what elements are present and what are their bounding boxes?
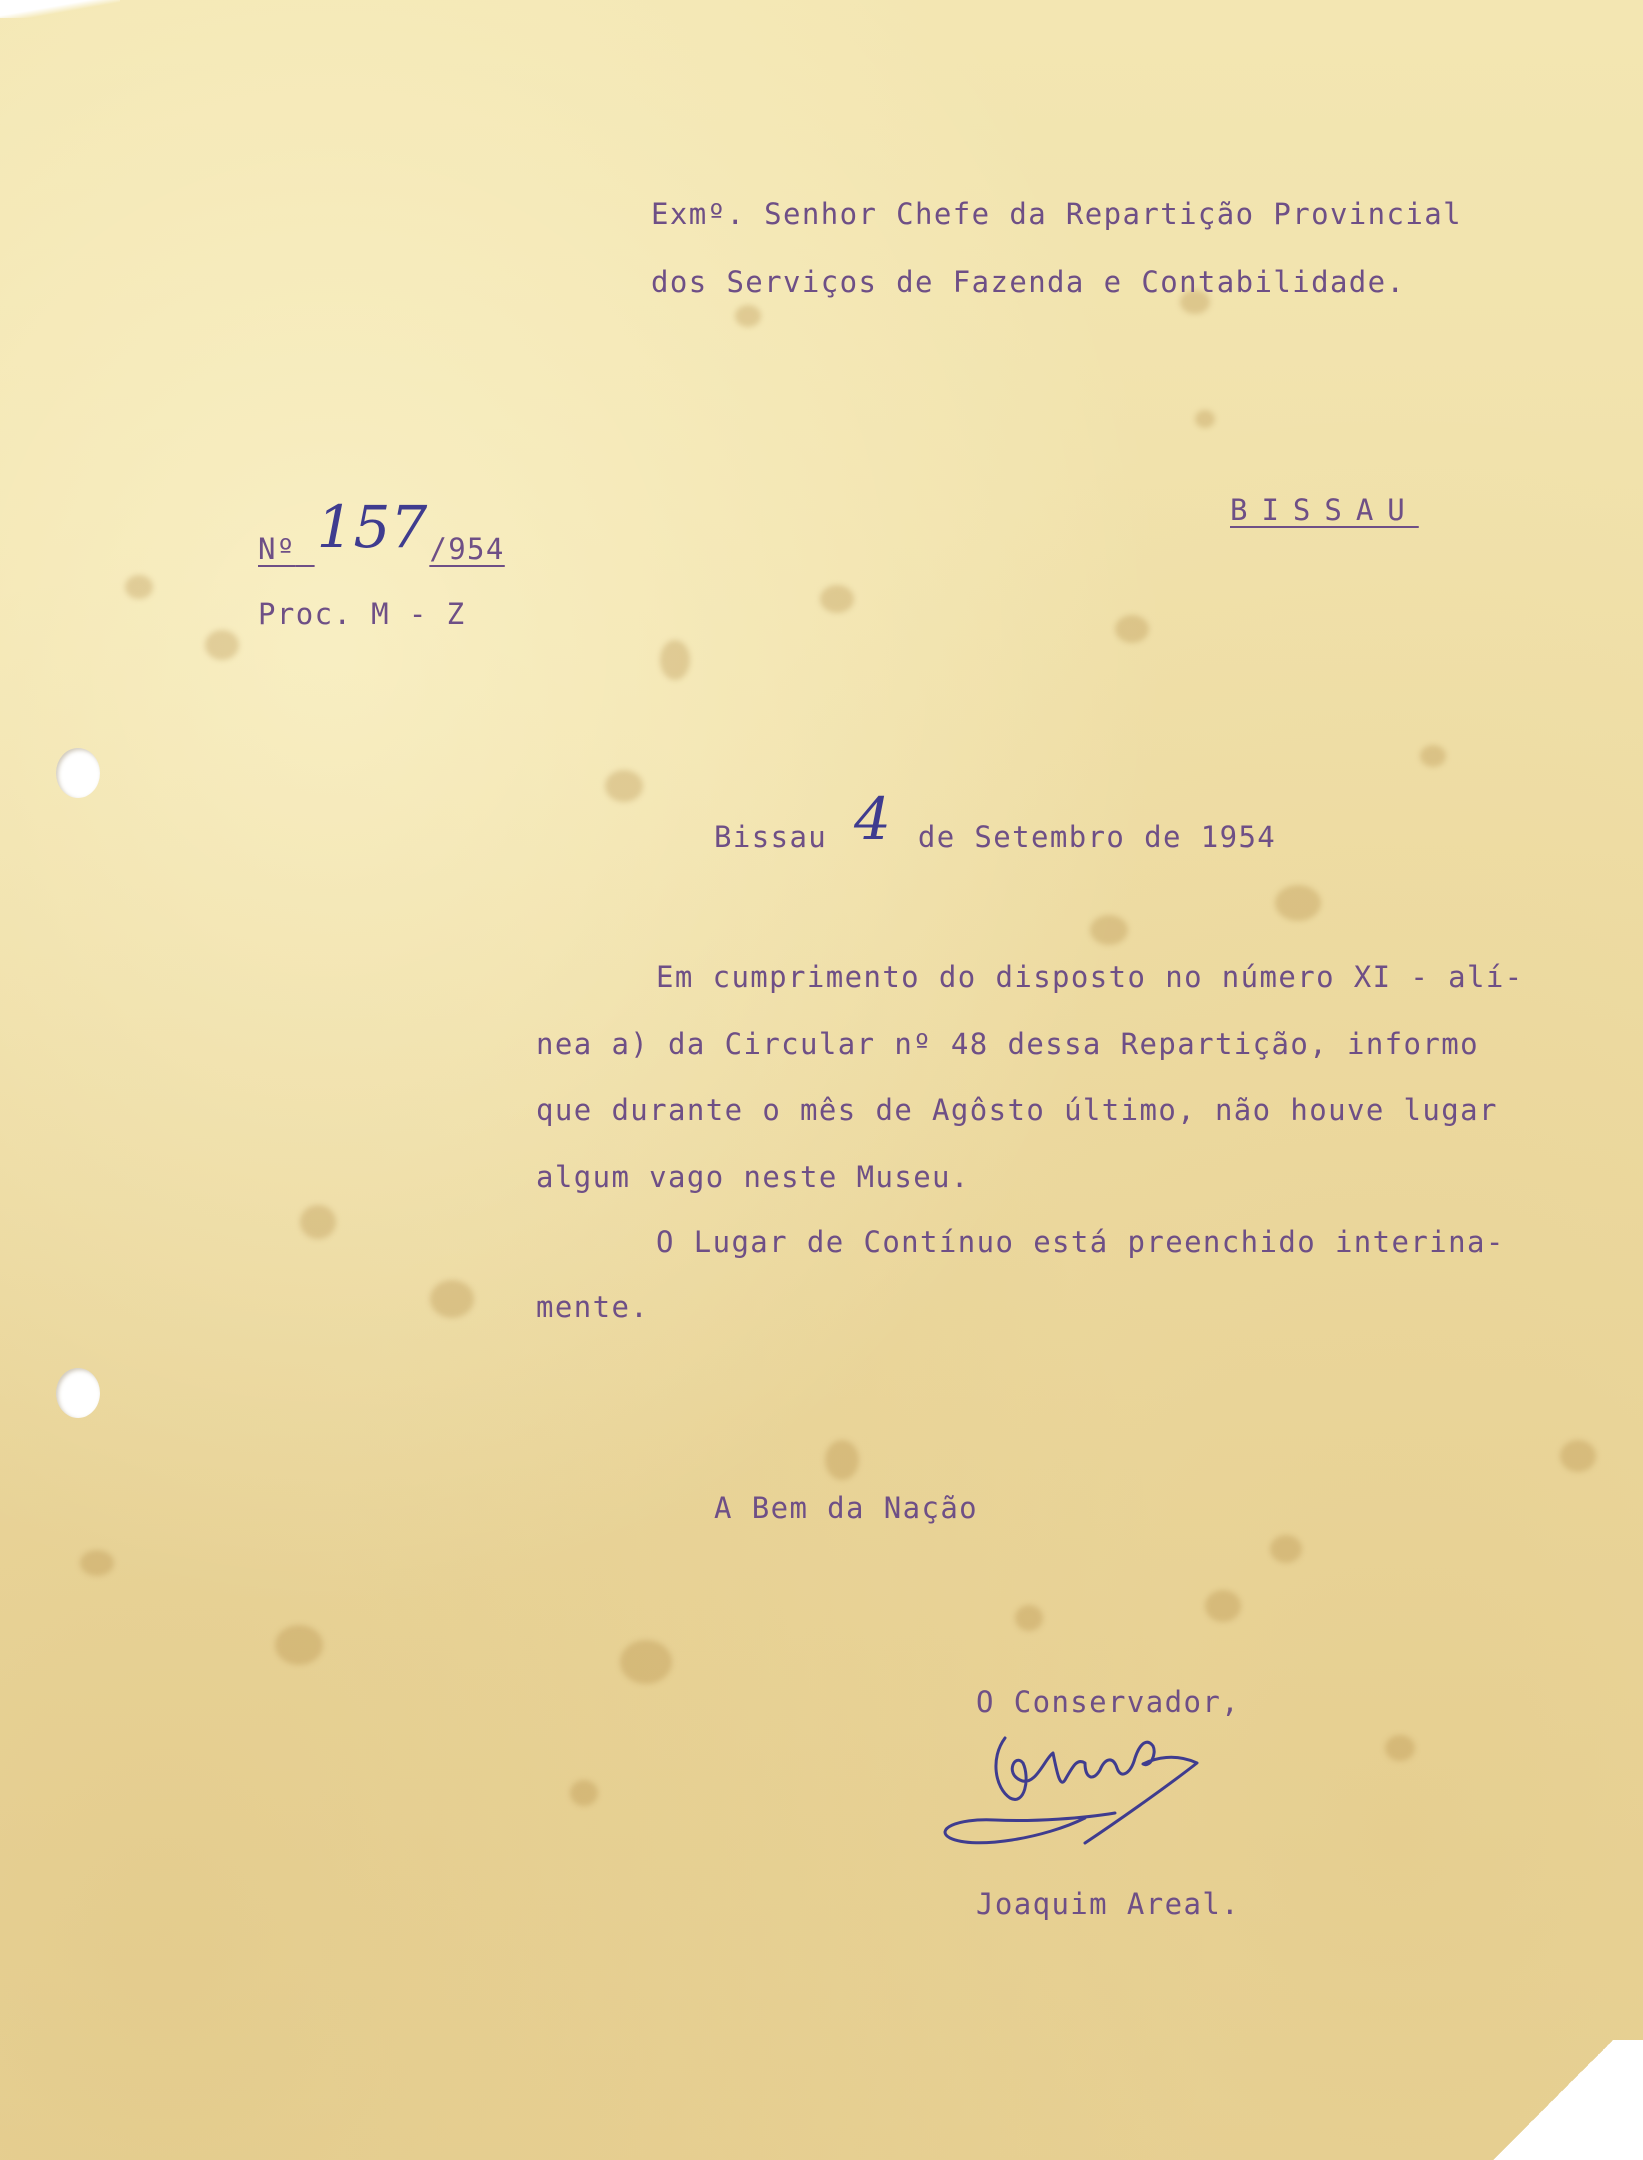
date-line [714, 785, 1277, 856]
foxing-spot [1115, 615, 1149, 643]
foxing-spot [820, 585, 854, 613]
punch-hole-bottom [56, 1368, 100, 1418]
foxing-spot [430, 1280, 474, 1318]
reference-year: /954 [429, 532, 505, 566]
reference-number-handwritten: 157 [316, 493, 428, 561]
foxing-spot [620, 1640, 672, 1684]
foxing-spot [1015, 1605, 1043, 1631]
body-paragraph-1-line-3: que durante o mês de Agôsto último, não houve lugar [536, 1093, 1498, 1127]
date-day-handwritten: 4 [854, 785, 891, 853]
body-paragraph-2-line-1: O Lugar de Contínuo está preenchido interina- [656, 1225, 1505, 1259]
foxing-spot [735, 305, 761, 327]
signatory-title: O Conservador, [976, 1685, 1241, 1719]
date-place: Bissau [714, 820, 828, 854]
foxing-spot [1270, 1535, 1302, 1563]
foxing-spot [1560, 1440, 1596, 1472]
reference-number [258, 493, 505, 568]
torn-top-edge [0, 0, 120, 18]
foxing-spot [1420, 745, 1446, 767]
folded-corner [1463, 2040, 1643, 2160]
foxing-spot [1385, 1735, 1415, 1761]
foxing-spot [660, 640, 690, 680]
body-paragraph-1-line-1: Em cumprimento do disposto no número XI - alí- [656, 960, 1524, 994]
closing-salutation: A Bem da Nação [714, 1491, 979, 1525]
handwritten-signature [935, 1718, 1235, 1868]
reference-prefix: Nº [258, 532, 296, 566]
foxing-spot [1275, 885, 1321, 921]
foxing-spot [1090, 915, 1128, 945]
foxing-spot [300, 1205, 336, 1239]
foxing-spot [570, 1780, 598, 1806]
foxing-spot [205, 630, 239, 660]
signatory-name: Joaquim Areal. [976, 1887, 1241, 1921]
foxing-spot [1195, 410, 1215, 428]
foxing-spot [80, 1550, 114, 1576]
foxing-spot [275, 1625, 323, 1665]
destination-city: BISSAU [1230, 493, 1419, 527]
body-paragraph-2-line-2: mente. [536, 1290, 650, 1324]
foxing-spot [825, 1440, 859, 1480]
addressee-line-2: dos Serviços de Fazenda e Contabilidade. [651, 265, 1406, 299]
process-reference: Proc. M - Z [258, 597, 466, 631]
foxing-spot [1205, 1590, 1241, 1622]
date-rest: de Setembro de 1954 [917, 820, 1277, 854]
foxing-spot [125, 575, 153, 599]
body-paragraph-1-line-2: nea a) da Circular nº 48 dessa Repartição, informo [536, 1027, 1479, 1061]
foxing-spot [605, 770, 643, 802]
body-paragraph-1-line-4: algum vago neste Museu. [536, 1160, 970, 1194]
punch-hole-top [56, 748, 100, 798]
addressee-line-1: Exmº. Senhor Chefe da Repartição Provincial [651, 197, 1462, 231]
